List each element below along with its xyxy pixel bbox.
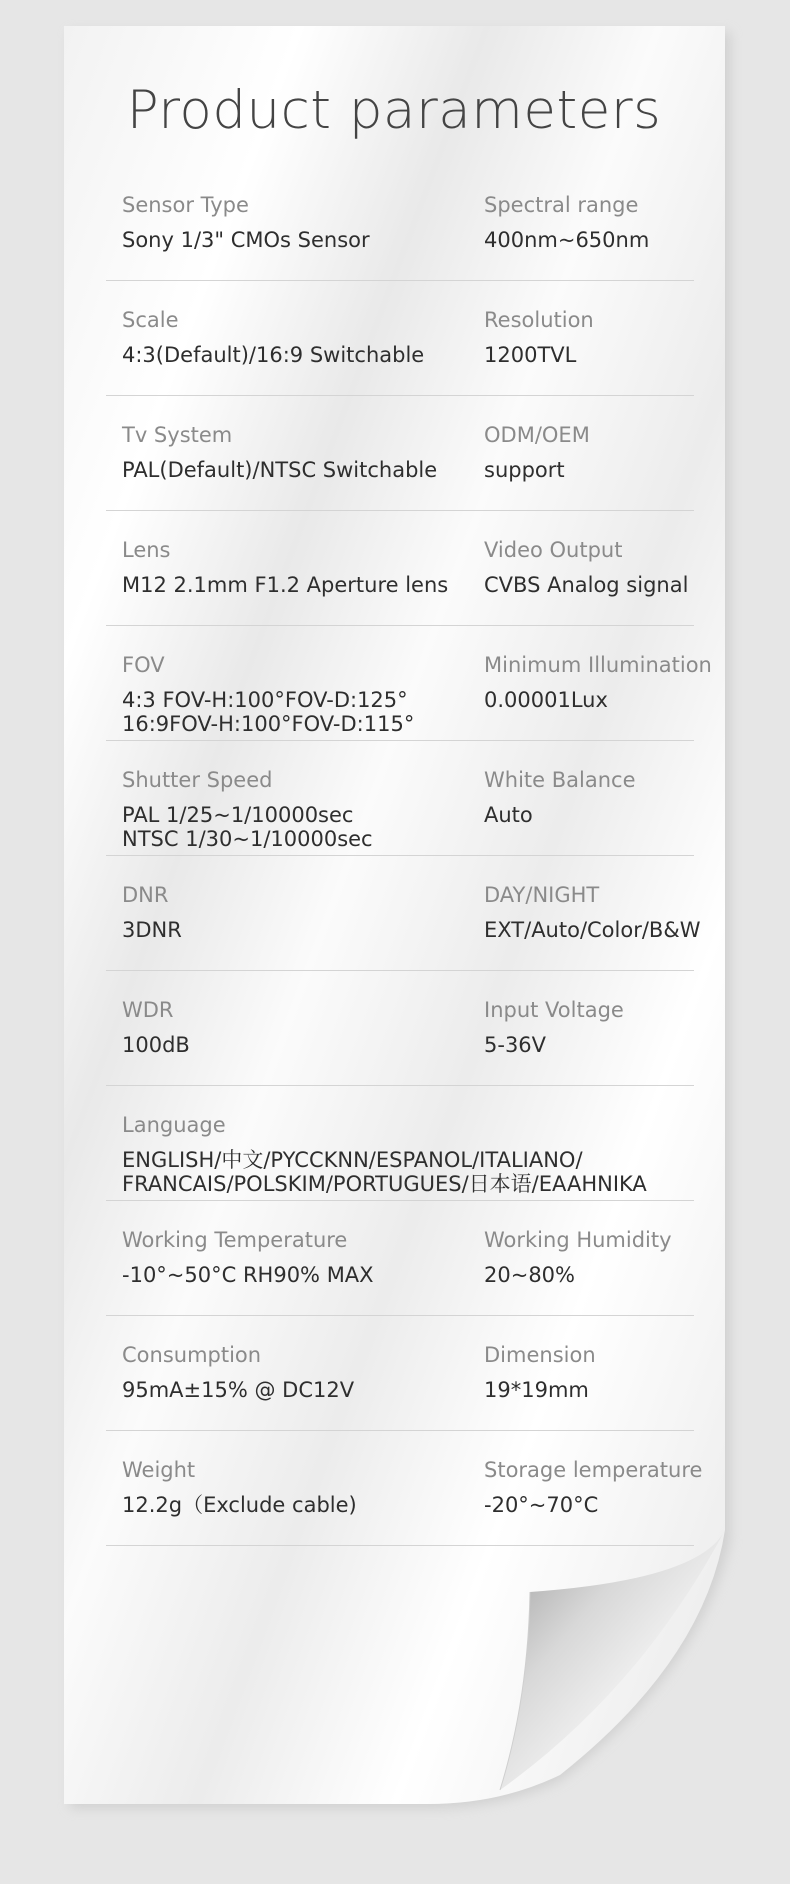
spec-cell bbox=[122, 767, 482, 851]
spec-label: Video Output bbox=[484, 538, 623, 562]
spec-value: 400nm~650nm bbox=[484, 228, 650, 252]
spec-row bbox=[106, 626, 712, 741]
spec-value: support bbox=[484, 458, 565, 482]
spec-label: Weight bbox=[122, 1458, 196, 1482]
spec-row bbox=[106, 1086, 694, 1201]
spec-cell bbox=[484, 652, 714, 712]
spec-cell bbox=[484, 1342, 714, 1402]
spec-value: 100dB bbox=[122, 1033, 190, 1057]
spec-value: Sony 1/3" CMOs Sensor bbox=[122, 228, 370, 252]
spec-cell bbox=[122, 882, 482, 942]
spec-cell bbox=[122, 1227, 482, 1287]
spec-cell bbox=[484, 997, 714, 1057]
spec-value: 0.00001Lux bbox=[484, 688, 608, 712]
spec-label: Lens bbox=[122, 538, 171, 562]
spec-row bbox=[106, 166, 694, 281]
spec-label: Consumption bbox=[122, 1343, 262, 1367]
spec-cell bbox=[122, 307, 482, 367]
spec-label: FOV bbox=[122, 653, 165, 677]
spec-value: 4:3 FOV-H:100°FOV-D:125° 16:9FOV-H:100°FOV-D:115° bbox=[122, 688, 415, 736]
spec-table bbox=[106, 166, 712, 1546]
spec-label: Working Temperature bbox=[122, 1228, 348, 1252]
spec-label: Minimum Illumination bbox=[484, 653, 712, 677]
spec-row bbox=[106, 1316, 694, 1431]
spec-value: 1200TVL bbox=[484, 343, 577, 367]
spec-label: Tv System bbox=[122, 423, 233, 447]
spec-label: Scale bbox=[122, 308, 179, 332]
spec-row bbox=[106, 281, 694, 396]
spec-label: Dimension bbox=[484, 1343, 596, 1367]
spec-value: 3DNR bbox=[122, 918, 182, 942]
spec-label: Input Voltage bbox=[484, 998, 624, 1022]
spec-cell bbox=[122, 652, 482, 736]
spec-value: -10°~50°C RH90% MAX bbox=[122, 1263, 374, 1287]
spec-value: CVBS Analog signal bbox=[484, 573, 689, 597]
spec-row bbox=[106, 1201, 694, 1316]
spec-value: 5-36V bbox=[484, 1033, 547, 1057]
spec-label: Resolution bbox=[484, 308, 594, 332]
spec-value: -20°~70°C bbox=[484, 1493, 599, 1517]
spec-value: EXT/Auto/Color/B&W bbox=[484, 918, 701, 942]
spec-cell bbox=[122, 537, 482, 597]
spec-label: Spectral range bbox=[484, 193, 639, 217]
spec-label: Sensor Type bbox=[122, 193, 249, 217]
spec-value: PAL 1/25~1/10000sec NTSC 1/30~1/10000sec bbox=[122, 803, 373, 851]
spec-row bbox=[106, 1431, 703, 1546]
spec-value: 12.2g（Exclude cable) bbox=[122, 1493, 357, 1517]
spec-cell bbox=[484, 767, 714, 827]
spec-label: DNR bbox=[122, 883, 169, 907]
spec-cell bbox=[484, 307, 714, 367]
spec-value: 4:3(Default)/16:9 Switchable bbox=[122, 343, 425, 367]
spec-label: DAY/NIGHT bbox=[484, 883, 600, 907]
spec-row bbox=[106, 396, 694, 511]
spec-value: PAL(Default)/NTSC Switchable bbox=[122, 458, 438, 482]
spec-cell bbox=[122, 422, 482, 482]
spec-label: Working Humidity bbox=[484, 1228, 672, 1252]
spec-value: 20~80% bbox=[484, 1263, 575, 1287]
spec-row bbox=[106, 741, 694, 856]
spec-label: Language bbox=[122, 1113, 226, 1137]
spec-row bbox=[106, 971, 694, 1086]
spec-row bbox=[106, 856, 701, 971]
spec-value: ENGLISH/中文/PYCCKNN/ESPANOL/ITALIANO/ FRANCAIS/POLSKIM/PORTUGUES/日本语/EAAHNIKA bbox=[122, 1148, 647, 1196]
spec-value: 95mA±15% @ DC12V bbox=[122, 1378, 355, 1402]
page-title: Product parameters bbox=[126, 80, 662, 141]
spec-cell bbox=[484, 422, 714, 482]
spec-cell bbox=[122, 997, 482, 1057]
spec-cell bbox=[484, 537, 714, 597]
spec-label: ODM/OEM bbox=[484, 423, 590, 447]
spec-value: M12 2.1mm F1.2 Aperture lens bbox=[122, 573, 449, 597]
spec-value: Auto bbox=[484, 803, 533, 827]
spec-value: 19*19mm bbox=[484, 1378, 589, 1402]
spec-label: White Balance bbox=[484, 768, 636, 792]
spec-cell bbox=[484, 192, 714, 252]
spec-cell bbox=[484, 1457, 714, 1517]
spec-row bbox=[106, 511, 694, 626]
spec-cell bbox=[122, 1342, 482, 1402]
spec-label: WDR bbox=[122, 998, 174, 1022]
spec-cell bbox=[484, 882, 714, 942]
spec-cell bbox=[122, 1112, 702, 1196]
spec-cell bbox=[122, 192, 482, 252]
spec-label: Storage lemperature bbox=[484, 1458, 703, 1482]
spec-cell bbox=[122, 1457, 482, 1517]
spec-cell bbox=[484, 1227, 714, 1287]
spec-label: Shutter Speed bbox=[122, 768, 273, 792]
